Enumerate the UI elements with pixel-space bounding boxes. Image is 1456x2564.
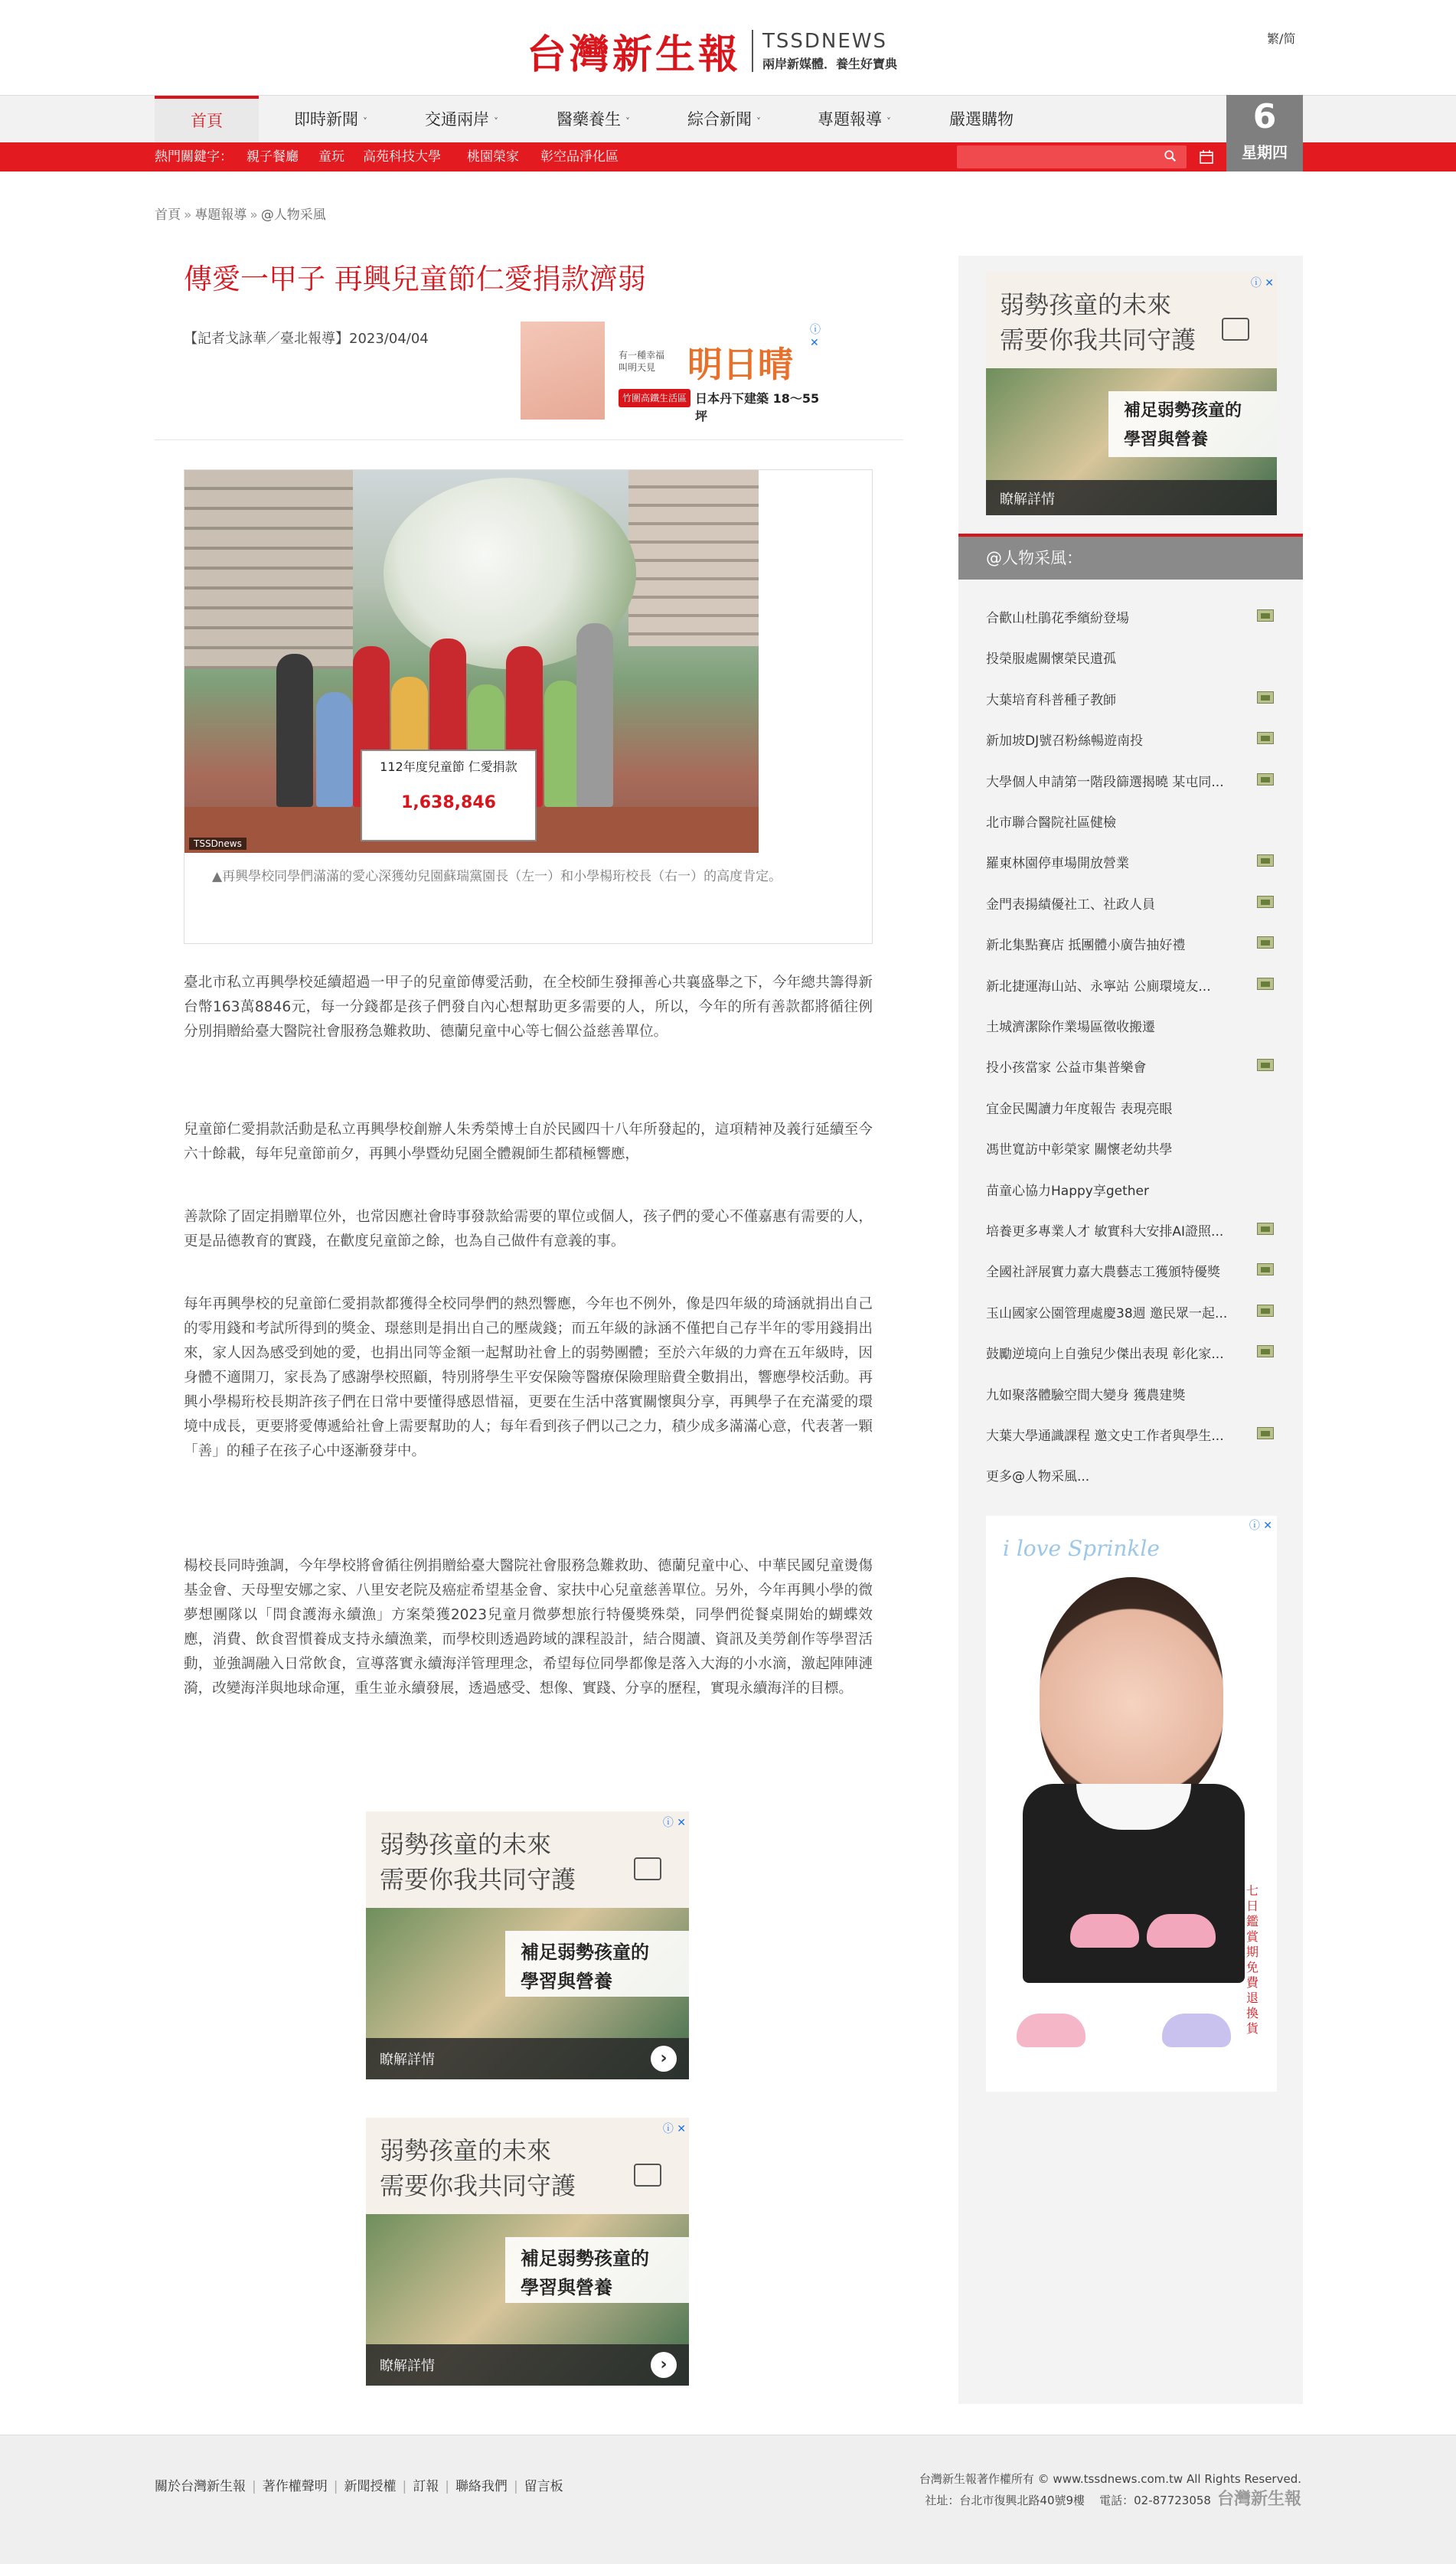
ad-headline: 明日晴 (687, 344, 793, 385)
image-icon (1257, 936, 1274, 949)
hot-keyword-link[interactable]: 童玩 (318, 149, 344, 165)
sidebar-list-item[interactable] (986, 603, 1274, 634)
chevron-down-icon: ˅ (886, 116, 891, 127)
article-paragraph: 臺北市私立再興學校延續超過一甲子的兒童節傳愛活動，在全校師生發揮善心共襄盛舉之下，今年總共籌得新台幣163萬8846元，每一分錢都是孩子們發自內心想幫助更多需要的人，所以，今年的所有善款都將循往例分別捐贈給臺大醫院社會服務急難救助、德蘭兒童中心等七個公益慈善單位。 (184, 975, 873, 1040)
sidebar-item-title: 新北捷運海山站、永寧站 公廁環境友... (986, 978, 1211, 995)
sidebar-item-title: 合歡山杜鵑花季繽紛登場 (986, 611, 1129, 626)
sidebar-item-title: 羅東林園停車場開放營業 (986, 856, 1129, 872)
logo-chinese: 台灣新生報 (527, 31, 742, 78)
chevron-right-icon: › (651, 2046, 677, 2072)
search-input[interactable] (957, 145, 1187, 168)
nav-item-shopping[interactable]: 嚴選購物 (949, 110, 1014, 129)
sidebar-list-item[interactable] (986, 767, 1274, 798)
sidebar-item-title: 金門表揚績優社工、社政人員 (986, 897, 1155, 913)
sidebar-item-title: 鼓勵逆境向上自強兒少傑出表現 彰化家... (986, 1347, 1224, 1363)
sidebar-list-item[interactable] (986, 890, 1274, 920)
ad-close-icon[interactable]: ⓘ ✕ (1249, 1520, 1272, 1532)
ad-photo (521, 322, 605, 420)
footer-link-copyright[interactable]: 著作權聲明 (262, 2479, 328, 2494)
sidebar-more-link[interactable]: 更多@人物采風... (986, 1469, 1090, 1485)
sidebar-item-title: 大葉大學通識課程 邀文史工作者與學生... (986, 1429, 1224, 1444)
ad-headline: 需要你我共同守護 (380, 2171, 576, 2200)
sidebar-item-title: 投小孩當家 公益市集普樂會 (986, 1060, 1147, 1076)
breadcrumb-separator: » (250, 207, 258, 223)
photo-watermark: TSSDnews (189, 838, 246, 850)
image-icon (1257, 609, 1274, 622)
site-logo[interactable] (527, 26, 898, 78)
image-icon (1257, 1427, 1274, 1439)
ad-brand: i love Sprinkle (1003, 1536, 1160, 1561)
ad-cta-button[interactable]: 瞭解詳情 (986, 480, 1277, 515)
sidebar-list-item[interactable] (986, 1135, 1274, 1165)
breadcrumb (155, 204, 326, 223)
ad-headline: 弱勢孩童的未來 (380, 1830, 552, 1859)
footer-address: 社址：台北市復興北路40號9樓 (925, 2494, 1085, 2507)
sidebar-item-title: 玉山國家公園管理處慶38週 邀民眾一起... (986, 1305, 1228, 1321)
hot-keywords-label: 熱門關鍵字： (155, 149, 233, 165)
nav-item-home[interactable]: 首頁 (155, 96, 259, 143)
ad-cta-button[interactable]: 瞭解詳情 › (366, 2344, 689, 2386)
nav-item-breaking-news[interactable]: 即時新聞 ˅ (294, 110, 367, 129)
article-paragraph: 善款除了固定捐贈單位外，也常因應社會時事發款給需要的單位或個人，孩子們的愛心不僅嘉惠有需要的人，更是品德教育的實踐，在歡度兒童節之餘，也為自己做件有意義的事。 (184, 1209, 873, 1249)
charity-logo-icon (634, 1857, 661, 1880)
ad-close-icon[interactable]: ⓘ ✕ (810, 324, 821, 349)
photo-check-sign: 112年度兒童節 仁愛捐款 1,638,846 (361, 750, 537, 841)
logo-english: TSSDNEWS (762, 29, 888, 53)
image-icon (1257, 773, 1274, 786)
ad-text: 有一種幸福 叫明天見 (619, 350, 665, 373)
sidebar-item-title: 土城濟潔除作業場區徵收搬遷 (986, 1020, 1155, 1035)
sidebar-item-title: 新北集點賽店 抵團體小廣告抽好禮 (986, 938, 1186, 954)
charity-logo-icon (634, 2164, 661, 2187)
date-display (1226, 95, 1303, 171)
sidebar-item-title: 大葉培育科普種子教師 (986, 692, 1116, 708)
breadcrumb-subsection[interactable]: @人物采風 (260, 207, 326, 223)
image-icon (1257, 854, 1274, 867)
breadcrumb-home[interactable]: 首頁 (155, 207, 181, 223)
sidebar-heading: @人物采風： (958, 534, 1303, 580)
hot-keyword-link[interactable]: 彰空品淨化區 (540, 149, 619, 165)
logo-slogan: 兩岸新媒體．養生好寶典 (762, 56, 898, 71)
ad-cta-button[interactable]: 瞭解詳情 › (366, 2038, 689, 2079)
chevron-down-icon: ˅ (625, 116, 630, 127)
site-header (0, 0, 1456, 95)
sidebar-list-item[interactable] (986, 1217, 1274, 1247)
ad-photo: 補足弱勢孩童的 學習與營養 (986, 368, 1277, 515)
ad-photo: 補足弱勢孩童的 學習與營養 (366, 2214, 689, 2386)
sidebar-item-title: 大學個人申請第一階段篩選揭曉 某屯同... (986, 774, 1224, 790)
footer-link-about[interactable]: 關於台灣新生報 (155, 2479, 246, 2494)
footer-info (919, 2469, 1301, 2510)
image-icon (1257, 1345, 1274, 1357)
date-weekday: 星期四 (1242, 143, 1288, 162)
footer-link-licensing[interactable]: 新聞授權 (344, 2479, 397, 2494)
ad-info: 日本丹下建築 18～55坪 (695, 391, 820, 423)
sidebar-list-item[interactable] (986, 1421, 1274, 1452)
ad-close-icon[interactable]: ⓘ ✕ (662, 2123, 686, 2135)
ad-headline: 弱勢孩童的未來 (1000, 290, 1172, 319)
nav-item-general-news[interactable]: 綜合新聞 ˅ (687, 110, 761, 129)
sidebar-list-item[interactable] (986, 930, 1274, 961)
sidebar-list-item[interactable] (986, 1339, 1274, 1370)
sidebar-list-item[interactable] (986, 1298, 1274, 1329)
footer-links: 關於台灣新生報 | 著作權聲明 | 新聞授權 | 訂報 | 聯絡我們 | 留言板 (155, 2479, 563, 2494)
chevron-down-icon: ˅ (494, 116, 498, 127)
article-photo[interactable] (184, 470, 759, 853)
article-title: 傳愛一甲子 再興兒童節仁愛捐款濟弱 (184, 263, 646, 296)
sidebar-list-item[interactable] (986, 726, 1274, 756)
charity-logo-icon (1222, 318, 1249, 341)
article-byline: 【記者戈詠華／臺北報導】2023/04/04 (184, 331, 429, 347)
image-icon (1257, 1263, 1274, 1275)
sidebar-shoe-advertisement[interactable] (986, 1516, 1277, 2092)
sidebar-item-title: 新加坡DJ號召粉絲暢遊南投 (986, 733, 1144, 750)
search-icon[interactable] (1164, 149, 1177, 163)
hot-keyword-link[interactable]: 桃園榮家 (467, 149, 519, 165)
article-paragraph: 每年再興學校的兒童節仁愛捐款都獲得全校同學們的熱烈響應，今年也不例外，像是四年級的琦涵就捐出自己的零用錢和考試所得到的獎金、璟慈則是捐出自己的壓歲錢；而五年級的詠涵不僅把自己存半年的零用錢捐出來，家人因為感受到她的愛，也捐出同等金額一起幫助社會上的弱勢團體；至於六年級的力齊在五年級時，因身體不適開刀，家長為了感謝學校照顧，特別將學生平安保險等醫療保險理賠費全數捐出，響應學校活動。再興小學楊珩校長期許孩子們在日常中要懂得感恩惜福，更要在生活中落實關懷與分享，再興學子在充滿愛的環境中成長，更要將愛傳遞給社會上需要幫助的人；每年看到孩子們以己之力，積少成多滿滿心意，代表著一顆「善」的種子在孩子心中逐漸發芽中。 (184, 1296, 873, 1459)
ad-tag: 竹圍高鐵生活區 (619, 389, 690, 407)
sidebar-list-item[interactable] (986, 1176, 1274, 1207)
footer-link-guestbook[interactable]: 留言板 (524, 2479, 563, 2494)
logo-side (752, 30, 897, 72)
photo-caption: ▲再興學校同學們滿滿的愛心深獲幼兒園蘇瑞黨園長（左一）和小學楊珩校長（右一）的高度肯定。 (212, 869, 782, 884)
footer-logo: 台灣新生報 (1216, 2489, 1301, 2509)
sidebar-list-item[interactable] (986, 848, 1274, 879)
sidebar-item-title: 馮世寬訪中彰榮家 關懷老幼共學 (986, 1142, 1173, 1158)
calendar-icon (1199, 149, 1214, 165)
breadcrumb-section[interactable]: 專題報導 (194, 207, 247, 223)
ad-photo-dress (1023, 1784, 1245, 1983)
ad-headline: 需要你我共同守護 (380, 1865, 576, 1894)
image-icon (1257, 1223, 1274, 1235)
footer-link-contact[interactable]: 聯絡我們 (455, 2479, 508, 2494)
sidebar-list-item[interactable] (986, 1257, 1274, 1288)
language-switch-link[interactable]: 繁/简 (1267, 31, 1296, 46)
sidebar-item-title: 投榮服處關懷榮民遺孤 (986, 652, 1116, 668)
image-icon (1257, 896, 1274, 908)
sidebar-list-item[interactable] (986, 808, 1274, 838)
image-icon (1257, 1059, 1274, 1071)
footer-phone: 電話：02-87723058 (1099, 2494, 1211, 2507)
ad-close-icon[interactable]: ⓘ ✕ (1250, 277, 1274, 289)
ad-photo: 補足弱勢孩童的 學習與營養 (366, 1908, 689, 2079)
chevron-down-icon: ˅ (756, 116, 761, 127)
sidebar-charity-advertisement[interactable] (986, 272, 1277, 515)
article-paragraph: 兒童節仁愛捐款活動是私立再興學校創辦人朱秀榮博士自於民國四十八年所發起的，這項精神及義行延續至今六十餘載，每年兒童節前夕，再興小學暨幼兒園全體親師生都積極響應， (184, 1122, 873, 1162)
ad-photo-child (1040, 1577, 1223, 1807)
site-footer (0, 2435, 1456, 2564)
image-icon (1257, 691, 1274, 704)
image-icon (1257, 732, 1274, 744)
chevron-right-icon: › (651, 2352, 677, 2378)
sidebar-list-item[interactable] (986, 1380, 1274, 1411)
image-icon (1257, 978, 1274, 990)
ad-vertical-text: 七日鑑賞期免費退換貨 (1246, 1883, 1259, 2036)
nav-item-special-report[interactable]: 專題報導 ˅ (818, 110, 891, 129)
sidebar-list-item[interactable] (986, 1012, 1274, 1043)
article-photo-frame (184, 469, 873, 944)
footer-link-subscribe[interactable]: 訂報 (413, 2479, 439, 2494)
sidebar-list-item[interactable] (986, 1053, 1274, 1083)
charity-advertisement[interactable] (366, 1811, 689, 2079)
sidebar-item-title: 全國社評展實力嘉大農藝志工獲頒特優獎 (986, 1265, 1220, 1281)
ad-close-icon[interactable]: ⓘ ✕ (662, 1817, 686, 1829)
article-paragraph: 楊校長同時強調，今年學校將會循往例捐贈給臺大醫院社會服務急難救助、德蘭兒童中心、中華民國兒童燙傷基金會、天母聖安娜之家、八里安老院及癌症希望基金會、家扶中心兒童慈善單位。另外，今年再興小學的微夢想團隊以「問食護海永續漁」方案榮獲2023兒童月微夢想旅行特優獎殊榮，同學們從餐桌開始的蝴蝶效應，消費、飲食習慣養成支持永續漁業，而學校則透過跨域的課程設計，結合閱讀、資訊及美勞創作等學習活動，並強調融入日常飲食，宣導落實永續海洋管理理念，希望每位同學都像是落入大海的小水滴，激起陣陣漣漪，改變海洋與地球命運，重生並永續發展，透過感受、想像、實踐、分享的歷程，實現永續海洋的目標。 (184, 1558, 873, 1697)
sidebar-item-title: 九如聚落體驗空間大變身 獲農建獎 (986, 1387, 1186, 1403)
divider (155, 439, 903, 440)
hot-keyword-link[interactable]: 高苑科技大學 (363, 149, 441, 165)
ad-headline: 需要你我共同守護 (1000, 325, 1196, 354)
sidebar-item-title: 北市聯合醫院社區健檢 (986, 815, 1116, 831)
sidebar-list-item[interactable] (986, 685, 1274, 716)
ad-headline: 弱勢孩童的未來 (380, 2136, 552, 2165)
sidebar-item-title: 宜金民闖讀力年度報告 表現亮眼 (986, 1101, 1173, 1117)
date-day: 6 (1252, 97, 1277, 136)
sidebar-item-title: 培養更多專業人才 敏實科大安排AI證照... (986, 1224, 1224, 1240)
sidebar-list-item[interactable] (986, 1094, 1274, 1125)
sidebar-item-title: 苗童心協力Happy享gether (986, 1183, 1149, 1199)
image-icon (1257, 1305, 1274, 1317)
chevron-down-icon: ˅ (363, 116, 367, 127)
sidebar-list-item[interactable] (986, 644, 1274, 674)
hot-keyword-link[interactable]: 親子餐廳 (246, 149, 299, 165)
nav-item-health[interactable]: 醫藥養生 ˅ (557, 110, 630, 129)
charity-advertisement[interactable] (366, 2118, 689, 2386)
nav-item-traffic-crossstrait[interactable]: 交通兩岸 ˅ (425, 110, 498, 129)
photo-building (628, 470, 759, 646)
footer-copyright: 台灣新生報著作權所有 © www.tssdnews.com.tw All Rights Reserved. (919, 2472, 1301, 2486)
breadcrumb-separator: » (184, 207, 192, 223)
top-advertisement[interactable] (521, 322, 827, 423)
sidebar-list-item[interactable] (986, 972, 1274, 1002)
